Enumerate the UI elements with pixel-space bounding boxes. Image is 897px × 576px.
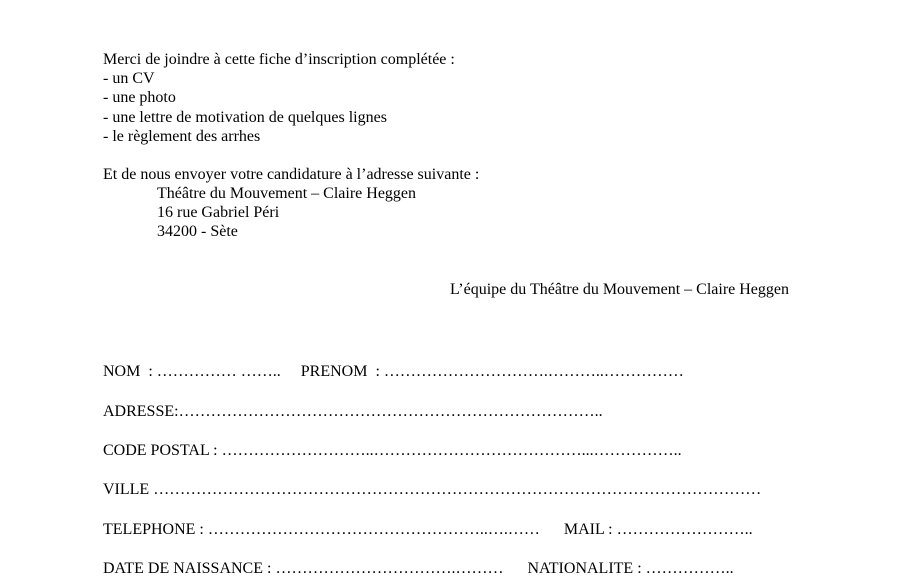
address-heading: Et de nous envoyer votre candidature à l’adresse suivante : <box>103 166 480 183</box>
address-line-street: 16 rue Gabriel Péri <box>157 204 280 221</box>
field-naissance-nationalite: DATE DE NAISSANCE : …………………………….……… NATIONALITE : …………….. <box>103 560 734 576</box>
field-ville: VILLE …………………………………………………………………………………………………… <box>103 481 762 498</box>
required-item-photo: - une photo <box>103 89 176 106</box>
required-item-cv: - un CV <box>103 70 155 87</box>
address-line-name: Théâtre du Mouvement – Claire Heggen <box>157 185 417 202</box>
address-line-city: 34200 - Sète <box>157 223 238 240</box>
required-item-letter: - une lettre de motivation de quelques lignes <box>103 109 387 126</box>
required-item-deposit: - le règlement des arrhes <box>103 128 261 145</box>
intro-heading: Merci de joindre à cette fiche d’inscription complétée : <box>103 51 455 68</box>
signature: L’équipe du Théâtre du Mouvement – Claire Heggen <box>449 281 789 298</box>
field-code-postal: CODE POSTAL : ………………………..…………………………………...…………….. <box>103 442 682 459</box>
field-nom-prenom: NOM : …………… …….. PRENOM : ………………………….………..…………… <box>103 363 684 380</box>
field-telephone-mail: TELEPHONE : ……………………………………………..….…… MAIL : …………………….. <box>103 521 753 538</box>
field-adresse: ADRESSE:…………………………………………………………………….. <box>103 403 603 420</box>
